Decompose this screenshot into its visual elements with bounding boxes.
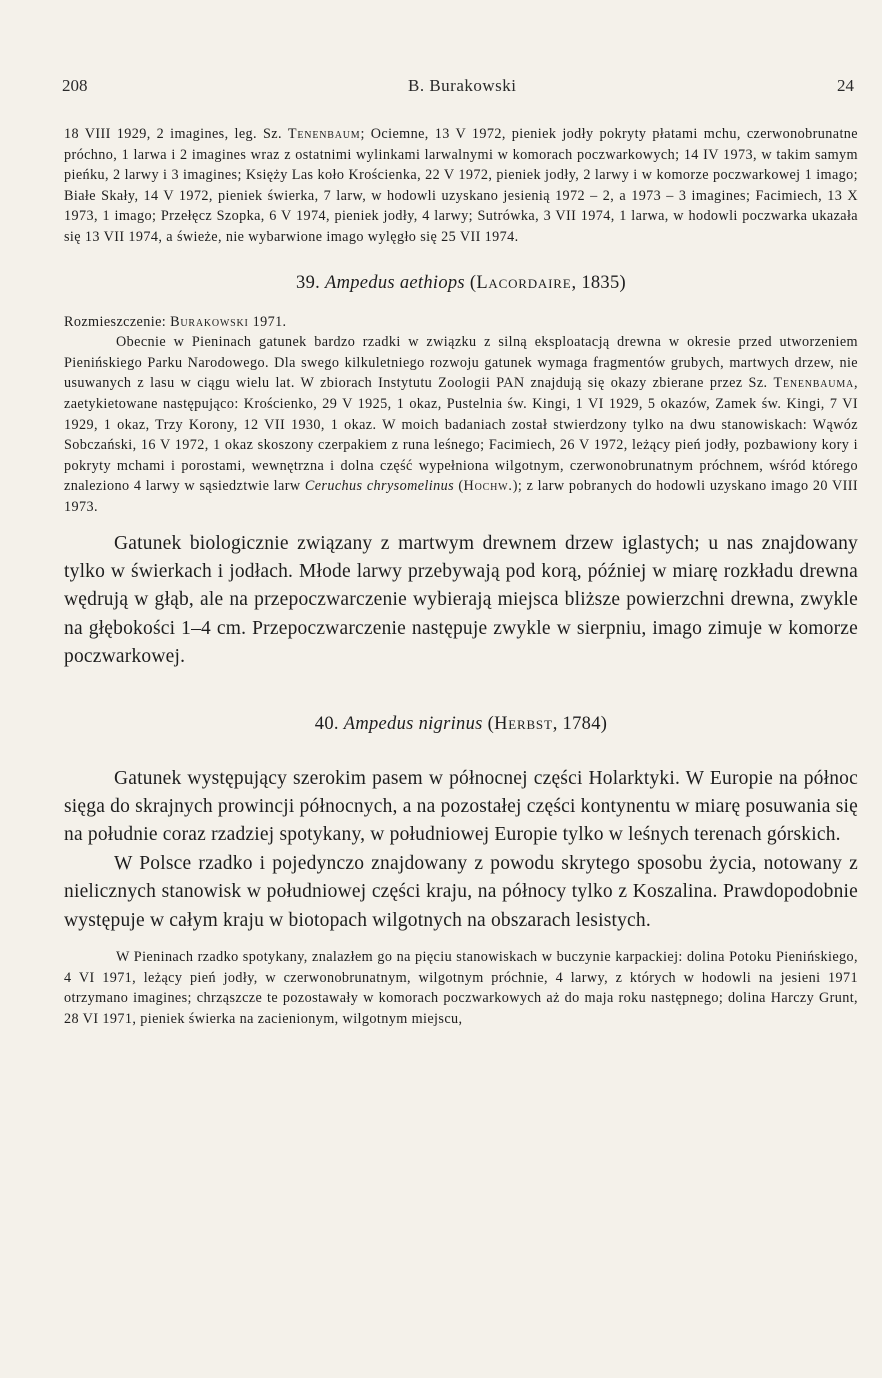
running-head-author: B. Burakowski [408, 76, 517, 95]
species39-pieniny-paragraph: Obecnie w Pieninach gatunek bardzo rzadki w związku z silną eksploatacją drewna w okresie przed utworzeniem Pienińskiego Parku Narodowego. Dla swego kilkuletniego rozwoju gatunek wymaga fragmentów grubych, martwych drzew, nie usuwanych z lasu w ciągu wielu lat. W zbiorach Instytutu Zoologii PAN znajdują się okazy zbierane przez Sz. Tenenbauma, zaetykietowane następująco: Krościenko, 29 V 1925, 1 okaz, Pustelnia św. Kingi, 1 VI 1929, 5 okazów, Zamek św. Kingi, 7 VI 1929, 1 okaz, Trzy Korony, 12 VII 1930, 1 okaz. W moich badaniach został stwierdzony tylko na dwu stanowiskach: Wąwóz Sobczański, 16 V 1972, 1 okaz skoszony czerpakiem z runa leśnego; Facimiech, 26 V 1972, leżący pień jodły, pozbawiony kory i pokryty mchami i porostami, wewnętrzna i dolna część wypełniona wilgotnym, czerwonobrunatnym próchnem, wśród którego znaleziono 4 larwy w sąsiedztwie larw Ceruchus chrysomelinus (Hochw.); z larw pobranych do hodowli uzyskano imago 20 VIII 1973. [64, 334, 859, 515]
running-head [62, 76, 854, 96]
species-heading-39: 39. Ampedus aethiops (Lacordaire, 1835) [296, 272, 626, 293]
collector-name: Tenenbaum [287, 126, 361, 142]
continued-paragraph: 18 VIII 1929, 2 imagines, leg. Sz. Tenenbaum; Ociemne, 13 V 1972, pieniek jodły pokryty płatami mchu, czerwonobrunatne próchno, 1 larwa i 2 imagines wraz z ostatnimi wylinkami larwalnymi w komorach poczwarkowych; 14 IV 1973, w takim samym pieńku, 2 larwy i 3 imagines; Księży Las koło Krościenka, 22 V 1972, pieniek jodły, 2 larwy i w komorze poczwarkowej 1 imago; Białe Skały, 14 V 1972, pieniek świerka, 7 larw, w hodowli uzyskano jesienią 1972 – 2, a 1973 – 3 imagines; Facimiech, 13 X 1973, 1 imago; Przełęcz Szopka, 6 V 1974, pieniek jodły, 4 larwy; Sutrówka, 3 VII 1974, 1 larwa, w hodowli poczwarka ukazała się 13 VII 1974, a świeże, nie wybarwione imago wylęgło się 25 VII 1974. [64, 126, 858, 245]
species40-poland-paragraph: W Polsce rzadko i pojedynczo znajdowany z powodu skrytego sposobu życia, notowany z nielicznych stanowisk w południowej części kraju, na północy tylko z Koszalina. Prawdopodobnie występuje w całym kraju w biotopach wilgotnych na obszarach lesistych. [64, 852, 858, 931]
volume-number: 24 [837, 76, 854, 95]
species-name: Ampedus aethiops [324, 272, 465, 293]
distribution-line: Rozmieszczenie: Burakowski 1971. [64, 313, 287, 330]
species-name-inline: Ceruchus chrysomelinus [304, 478, 455, 495]
page-number: 208 [62, 76, 88, 95]
species40-pieniny-paragraph: W Pieninach rzadko spotykany, znalazłem go na pięciu stanowiskach w buczynie karpackiej: dolina Potoku Pienińskiego, 4 VI 1971, leżący pień jodły, w czerwonobrunatnym, wilgotnym próchnie, 4 larwy, z których w hodowli na jesieni 1971 otrzymano imagines; chrząszcze te pozostawały w komorach poczwarkowych aż do maja roku następnego; dolina Harczy Grunt, 28 VI 1971, pieniek świerka na zacienionym, wilgotnym miejscu, [64, 948, 858, 1027]
species-heading-40: 40. Ampedus nigrinus (Herbst, 1784) [314, 713, 608, 734]
species40-range-paragraph: Gatunek występujący szerokim pasem w północnej części Holarktyki. W Europie na północ sięga do skrajnych prowincji północnych, a na pozostałej części kontynentu w miarę posuwania się na południe coraz rzadziej spotykany, w południowej Europie tylko w leśnych terenach górskich. [64, 767, 858, 846]
text-column [64, 124, 858, 1029]
species-name: Ampedus nigrinus [343, 713, 483, 734]
species39-biology-paragraph: Gatunek biologicznie związany z martwym drewnem drzew iglastych; u nas znajdowany tylko w świerkach i jodłach. Młode larwy przebywają pod korą, później w miarę rozkładu drewna wędrują w głąb, ale na przepoczwarczenie wybierają miejsca bliższe powierzchni drewna, zwykle na głębokości 1–4 cm. Przepoczwarczenie następuje zwykle w sierpniu, imago zimuje w komorze poczwarkowej. [64, 532, 858, 668]
